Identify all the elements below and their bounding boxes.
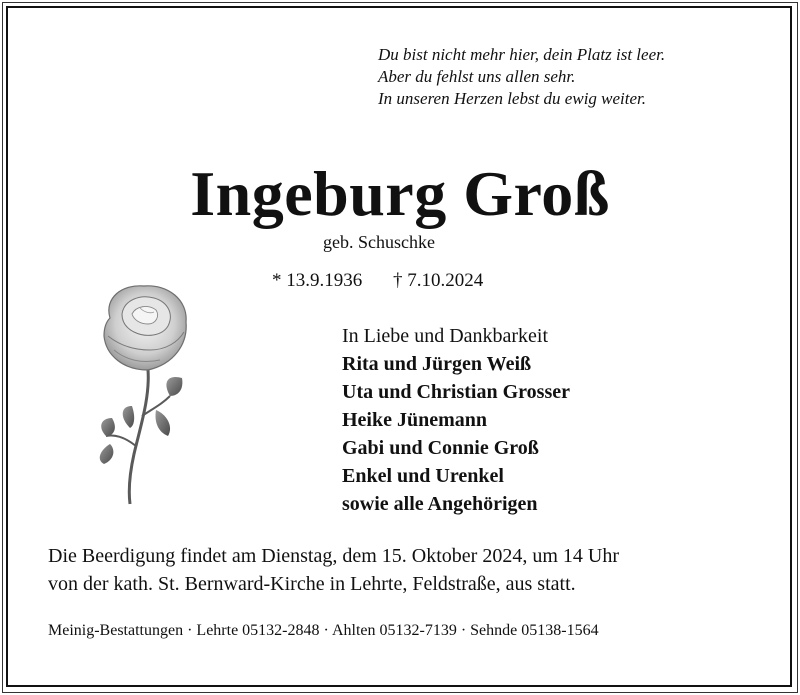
mourner-name: Heike Jünemann [342, 409, 488, 431]
birth-date: * 13.9.1936 [272, 270, 363, 291]
life-dates [272, 270, 483, 292]
poem-line: Du bist nicht mehr hier, dein Platz ist leer. [378, 45, 666, 64]
funeral-notice [48, 542, 619, 598]
mourner-name: Gabi und Connie Groß [342, 437, 539, 459]
poem-line: In unseren Herzen lebst du ewig weiter. [378, 89, 647, 108]
mourner-name: Rita und Jürgen Weiß [342, 353, 532, 375]
undertaker-footer: Meinig-Bestattungen · Lehrte 05132-2848 · Ahlten 05132-7139 · Sehnde 05138-1564 [48, 622, 599, 639]
death-date: † 7.10.2024 [393, 270, 484, 291]
deceased-name: Ingeburg Groß [190, 158, 610, 229]
poem-line: Aber du fehlst uns allen sehr. [378, 67, 576, 86]
mourners-list [342, 322, 570, 518]
mourner-name: Uta und Christian Grosser [342, 381, 570, 403]
poem [378, 44, 665, 110]
rose-icon [70, 278, 220, 506]
mourners-intro: In Liebe und Dankbarkeit [342, 325, 549, 347]
maiden-name: geb. Schuschke [323, 232, 435, 252]
funeral-line: Die Beerdigung findet am Dienstag, dem 15. Oktober 2024, um 14 Uhr [48, 545, 619, 567]
funeral-line: von der kath. St. Bernward-Kirche in Lehrte, Feldstraße, aus statt. [48, 573, 576, 595]
mourner-name: Enkel und Urenkel [342, 465, 504, 487]
mourner-name: sowie alle Angehörigen [342, 493, 538, 515]
